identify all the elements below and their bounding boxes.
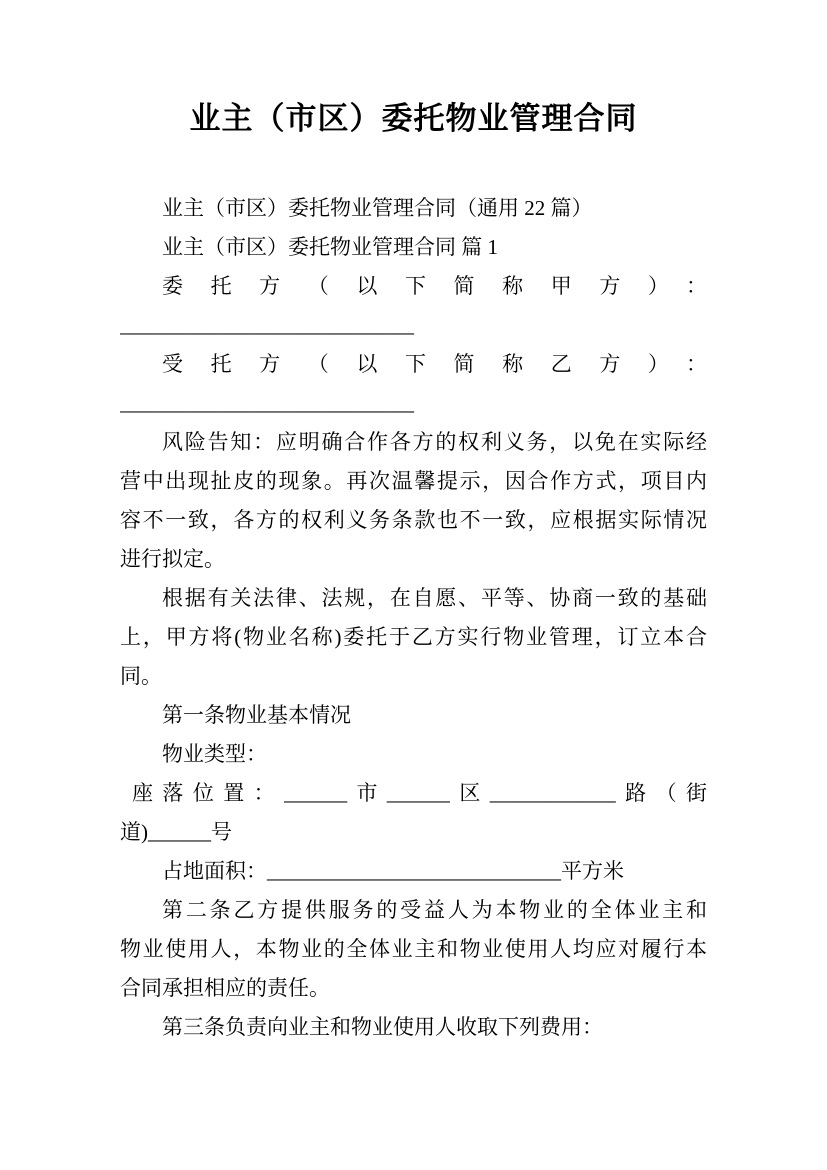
doc-line-risk-notice-2: 营中出现扯皮的现象。再次温馨提示，因合作方式，项目内 (120, 469, 707, 493)
doc-line-article-2-2: 物业使用人，本物业的全体业主和物业使用人均应对履行本 (120, 937, 707, 961)
doc-line-preamble-3: 同。 (120, 664, 162, 688)
doc-line-article-3: 第三条负责向业主和物业使用人收取下列费用： (162, 1015, 603, 1039)
doc-line-risk-notice-4: 进行拟定。 (120, 547, 225, 571)
doc-line-party-b-label: 受托方（以下简称乙方）： (162, 352, 707, 376)
doc-line-part-title: 业主（市区）委托物业管理合同 篇 1 (162, 235, 498, 259)
doc-line-location-1: 座落位置：______市______区____________路（街 (132, 781, 707, 805)
document-body (120, 189, 707, 1047)
doc-line-land-area: 占地面积：____________________________平方米 (162, 859, 624, 883)
doc-line-location-2: 道)______号 (120, 820, 232, 844)
doc-line-party-a-label: 委托方（以下简称甲方）： (162, 274, 707, 298)
doc-line-party-b-blank: ____________________________ (120, 391, 414, 415)
doc-line-party-a-blank: ____________________________ (120, 313, 414, 337)
doc-line-risk-notice-1: 风险告知：应明确合作各方的权利义务，以免在实际经 (162, 430, 707, 454)
doc-line-article-2-1: 第二条乙方提供服务的受益人为本物业的全体业主和 (162, 898, 707, 922)
doc-line-preamble-2: 上，甲方将(物业名称)委托于乙方实行物业管理，订立本合 (120, 625, 707, 649)
doc-line-risk-notice-3: 容不一致，各方的权利义务条款也不一致，应根据实际情况 (120, 508, 707, 532)
doc-line-generic-title: 业主（市区）委托物业管理合同（通用 22 篇） (162, 196, 593, 220)
doc-line-article-2-3: 合同承担相应的责任。 (120, 976, 330, 1000)
doc-line-property-type: 物业类型： (162, 742, 267, 766)
document-title: 业主（市区）委托物业管理合同 (189, 101, 638, 136)
doc-line-preamble-1: 根据有关法律、法规，在自愿、平等、协商一致的基础 (162, 586, 707, 610)
doc-line-article-1: 第一条物业基本情况 (162, 703, 351, 727)
